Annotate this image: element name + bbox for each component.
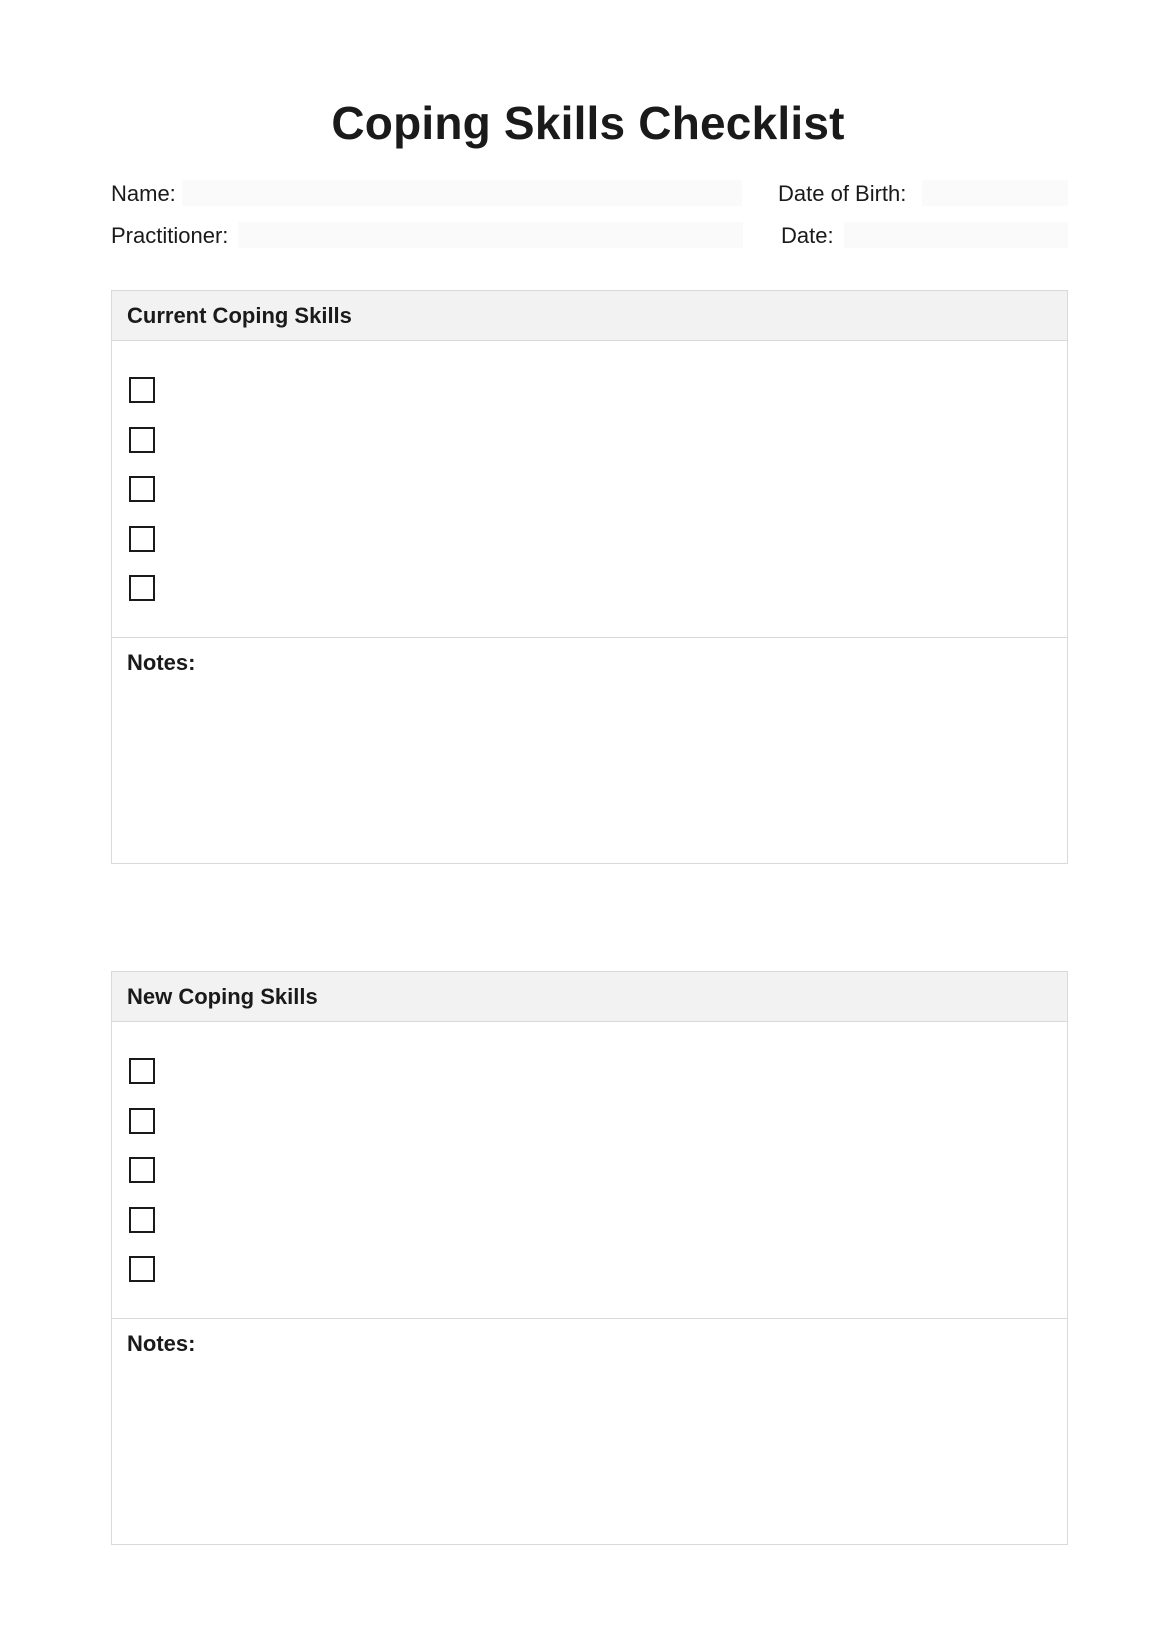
page-title: Coping Skills Checklist bbox=[331, 97, 845, 149]
practitioner-label: Practitioner: bbox=[111, 223, 229, 248]
list-item bbox=[129, 427, 1067, 477]
name-field[interactable] bbox=[182, 180, 742, 206]
checkbox[interactable] bbox=[129, 1108, 155, 1134]
checkbox[interactable] bbox=[129, 1157, 155, 1183]
list-item bbox=[129, 1058, 1067, 1108]
section-header: New Coping Skills bbox=[112, 972, 1067, 1022]
checklist bbox=[112, 1022, 1067, 1319]
checkbox[interactable] bbox=[129, 1256, 155, 1282]
date-field[interactable] bbox=[844, 222, 1068, 248]
list-item bbox=[129, 1256, 1067, 1306]
checklist bbox=[112, 341, 1067, 638]
checkbox[interactable] bbox=[129, 1207, 155, 1233]
checkbox[interactable] bbox=[129, 377, 155, 403]
date-of-birth-label: Date of Birth: bbox=[778, 181, 907, 206]
practitioner-field[interactable] bbox=[238, 222, 743, 248]
checkbox[interactable] bbox=[129, 575, 155, 601]
checkbox[interactable] bbox=[129, 1058, 155, 1084]
list-item bbox=[129, 1157, 1067, 1207]
checkbox[interactable] bbox=[129, 427, 155, 453]
list-item bbox=[129, 1207, 1067, 1257]
list-item bbox=[129, 575, 1067, 625]
list-item bbox=[129, 1108, 1067, 1158]
date-label: Date: bbox=[781, 223, 834, 248]
list-item bbox=[129, 526, 1067, 576]
notes-label: Notes: bbox=[127, 1331, 196, 1356]
date-of-birth-field[interactable] bbox=[922, 180, 1068, 206]
section-header: Current Coping Skills bbox=[112, 291, 1067, 341]
notes-area[interactable] bbox=[112, 638, 1067, 863]
notes-area[interactable] bbox=[112, 1319, 1067, 1544]
name-label: Name: bbox=[111, 181, 176, 206]
checkbox[interactable] bbox=[129, 476, 155, 502]
new-coping-skills-card bbox=[111, 971, 1068, 1545]
notes-label: Notes: bbox=[127, 650, 196, 675]
current-coping-skills-card bbox=[111, 290, 1068, 864]
list-item bbox=[129, 377, 1067, 427]
checkbox[interactable] bbox=[129, 526, 155, 552]
list-item bbox=[129, 476, 1067, 526]
